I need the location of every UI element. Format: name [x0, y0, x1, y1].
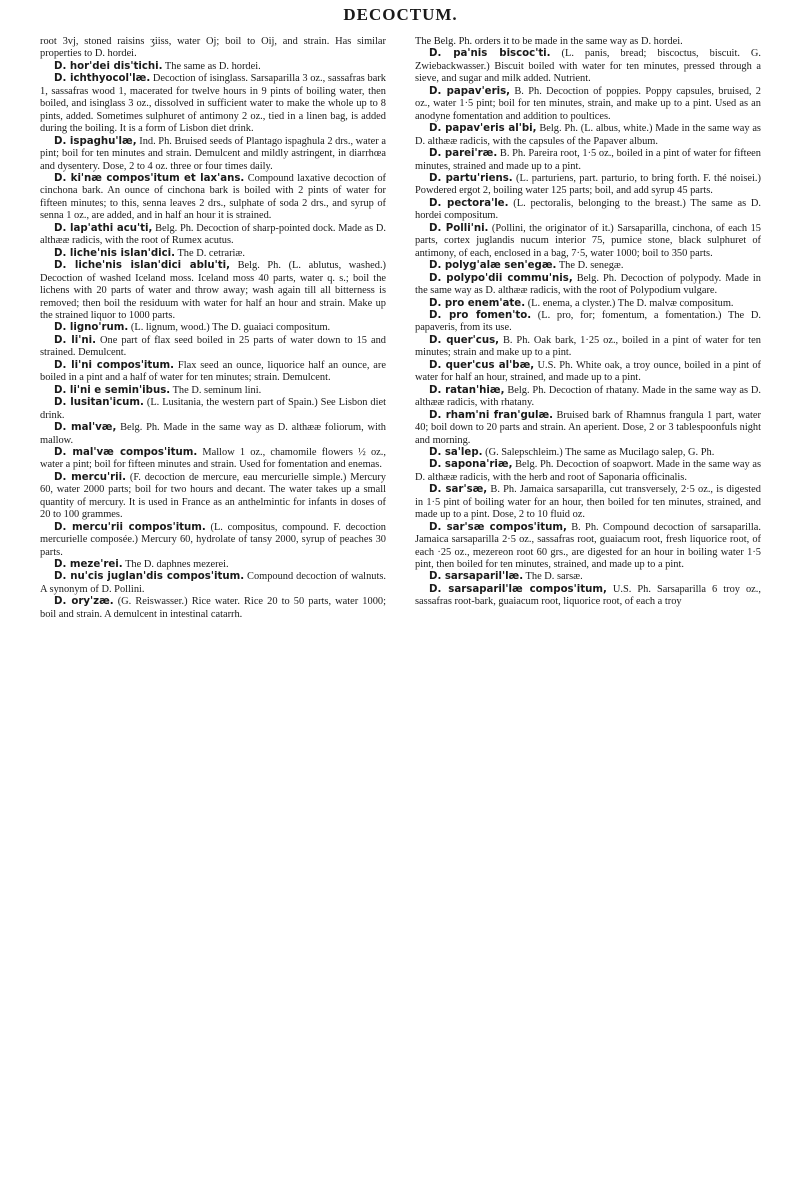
entry-headword: D. pro enem'ate.: [429, 297, 526, 309]
dictionary-entry: [415, 410, 761, 447]
entry-headword: D. ispaghu'læ,: [54, 135, 137, 147]
entry-headword: D. li'ni e semin'ibus.: [54, 384, 171, 396]
entry-text: The D. cetrariæ.: [177, 247, 245, 259]
entry-headword: D. sarsaparil'læ.: [429, 571, 524, 583]
entry-headword: D. li'ni.: [54, 334, 97, 346]
entry-headword: D. pa'nis biscoc'ti.: [429, 48, 551, 60]
entry-text: (L. compositus, compound. F. decoction mercurielle composée.) Mercury 60, hydrolate of tansy 2000, syrup of peaches 30 parts.: [40, 521, 386, 558]
entry-text: The D. daphnes mezerei.: [125, 559, 229, 571]
entry-headword: D. sarsaparil'læ compos'itum,: [429, 583, 607, 595]
dictionary-entry: [415, 148, 761, 173]
entry-text: Belg. Ph. (L. ablutus, washed.) Decoction of washed Iceland moss. Iceland moss 40 parts, water q. s.; boil the lichens with 20 parts of water and throw away; wash again till all bitterness is removed; then boil the residuum with water for half an hour and strain. Make up the strained liquor to 1000 parts.: [40, 260, 387, 321]
entry-headword: D. mal'væ,: [54, 422, 117, 434]
dictionary-entry: [40, 335, 386, 360]
entry-headword: D. ratan'hiæ,: [429, 384, 505, 396]
entry-headword: D. Polli'ni.: [429, 222, 489, 234]
dictionary-entry: [40, 596, 386, 621]
dictionary-entry: [415, 310, 761, 335]
dictionary-entry: [415, 298, 761, 310]
entry-text: root 3vj, stoned raisins ʒiiss, water Oj; boil to Oij, and strain. Has similar properties to D. hordei.: [40, 36, 386, 60]
entry-text: Belg. Ph. Decoction of rhatany. Made in the same way as D. althææ radicis, with rhatany.: [415, 384, 761, 409]
entry-headword: D. hor'dei dis'tichi.: [54, 60, 163, 72]
entry-text: (F. decoction de mercure, eau mercurielle simple.) Mercury 60, water 2000 parts; boil for two hours and decant. The water takes up a small quantity of mercury. It is used in France as an anthelmintic for infants in doses of 20 to 100 grammes.: [40, 471, 386, 521]
entry-text: (L. pro, for; fomentum, a fomentation.) The D. papaveris, from its use.: [415, 309, 761, 334]
entry-text: Bruised bark of Rhamnus frangula 1 part, water 40; boil down to 20 parts and strain. An aperient. Dose, 2 or 3 tablespoonfuls night and morning.: [415, 409, 761, 446]
entry-text: The D. senegæ.: [558, 260, 624, 272]
dictionary-entry: [415, 48, 761, 85]
dictionary-entry: [40, 397, 386, 422]
dictionary-entry: [415, 173, 761, 198]
dictionary-entry: [415, 385, 761, 410]
entry-text: The Belg. Ph. orders it to be made in the same way as D. hordei.: [415, 36, 683, 47]
dictionary-entry: [40, 173, 386, 223]
dictionary-entry: [415, 273, 761, 298]
dictionary-entry: [40, 73, 386, 135]
entry-text: Belg. Ph. Decoction of polypody. Made in the same way as D. althææ radicis, with the root of Polypodium vulgare.: [415, 272, 761, 297]
dictionary-entry: [415, 522, 761, 572]
entry-text: (L. enema, a clyster.) The D. malvæ compositum.: [527, 297, 734, 309]
dictionary-entry: [415, 459, 761, 484]
entry-headword: D. pectora'le.: [429, 197, 509, 209]
dictionary-entry: [40, 61, 386, 73]
entry-text: U.S. Ph. White oak, a troy ounce, boiled in a pint of water for half an hour, strained, and made up to a pint.: [415, 359, 762, 384]
entry-headword: D. ligno'rum.: [54, 322, 129, 334]
entry-text: One part of flax seed boiled in 25 parts of water down to 15 and strained. Demulcent.: [40, 334, 386, 359]
entry-headword: D. mal'væ compos'itum.: [54, 446, 198, 458]
dictionary-entry: [415, 260, 761, 272]
entry-text: U.S. Ph. Sarsaparilla 6 troy oz., sassafras root-bark, guaiacum root, liquorice root, of each a troy: [415, 583, 761, 608]
entry-text: Belg. Ph. Decoction of sharp-pointed dock. Made as D. althææ radicis, with the root of Rumex acutus.: [40, 222, 386, 247]
entry-headword: D. quer'cus al'bæ,: [429, 359, 535, 371]
columns: [40, 36, 761, 621]
entry-headword: D. liche'nis islan'dici ablu'ti,: [54, 260, 230, 272]
entry-headword: D. sar'sæ compos'itum,: [429, 521, 567, 533]
entry-headword: D. partu'riens.: [429, 172, 513, 184]
entry-text: B. Ph. Jamaica sarsaparilla, cut transversely, 2·5 oz., is digested in 1·5 pint of boiling water for an hour, then boiled for ten minutes, strained, and made up to a pint. Dose, 2 to 10 fluid oz.: [415, 484, 761, 521]
entry-headword: D. mercu'rii compos'itum.: [54, 521, 206, 533]
entry-text: Mallow 1 oz., chamomile flowers ½ oz., water a pint; boil for fifteen minutes and strain. Used for fomentation and enemas.: [40, 446, 386, 471]
entry-headword: D. li'ni compos'itum.: [54, 359, 175, 371]
dictionary-entry: [415, 198, 761, 223]
dictionary-entry: [415, 484, 761, 521]
entry-text: B. Ph. Compound decoction of sarsaparilla. Jamaica sarsaparilla 2·5 oz., sassafras root, guaiacum root, fresh liquorice root, of each ·25 oz., mezereon root 60 grs., are digested for an hour in boiling water 1·5 pint, then boiled for ten minutes, strained, and made up to a pint.: [415, 521, 761, 571]
dictionary-entry: [40, 571, 386, 596]
entry-text: Decoction of isinglass. Sarsaparilla 3 oz., sassafras bark 1, sassafras wood 1, macerated for twelve hours in 9 pints of boiling water, then boiled, and isinglass 3 oz., dissolved in sufficient water to make the whole up to 8 pints, added. Sometimes sulphuret of antimony 2 oz., tied in a linen bag, is added during the boiling. It is a form of Lisbon diet drink.: [40, 73, 386, 135]
entry-text: B. Ph. Oak bark, 1·25 oz., boiled in a pint of water for ten minutes; strain and make up to a pint.: [415, 334, 761, 359]
entry-headword: D. mercu'rii.: [54, 471, 126, 483]
dictionary-entry: [40, 260, 386, 322]
entry-headword: D. lusitan'icum.: [54, 397, 144, 409]
entry-headword: D. rham'ni fran'gulæ.: [429, 409, 554, 421]
dictionary-entry: [415, 86, 761, 123]
entry-headword: D. meze'rei.: [54, 559, 123, 571]
entry-headword: D. nu'cis juglan'dis compos'itum.: [54, 571, 245, 583]
entry-headword: D. sapona'riæ,: [429, 459, 513, 471]
dictionary-entry: [415, 360, 761, 385]
entry-headword: D. pro fomen'to.: [429, 309, 532, 321]
dictionary-entry: [40, 422, 386, 447]
dictionary-entry: [415, 223, 761, 260]
entry-headword: D. papav'eris,: [429, 85, 511, 97]
entry-headword: D. sa'lep.: [429, 446, 483, 458]
dictionary-entry: [40, 447, 386, 472]
entry-text: Belg. Ph. (L. albus, white.) Made in the same way as D. althææ radicis, with the capsules of the Papaver album.: [415, 123, 761, 147]
left-column: [40, 36, 386, 621]
entry-text: The D. sarsæ.: [525, 571, 583, 583]
dictionary-entry: [40, 136, 386, 173]
entry-headword: D. parei'ræ.: [429, 148, 498, 160]
dictionary-entry: [40, 472, 386, 522]
entry-text: (L. lignum, wood.) The D. guaiaci compositum.: [130, 322, 331, 334]
entry-continuation: [40, 36, 386, 61]
dictionary-entry: [415, 584, 761, 609]
entry-text: (L. panis, bread; biscoctus, biscuit. G. Zwiebackwasser.) Biscuit boiled with water for ten minutes, pressed through a sieve, and sugar and milk added. Nutrient.: [415, 48, 762, 85]
entry-headword: D. polypo'dii commu'nis,: [429, 272, 573, 284]
dictionary-entry: [40, 360, 386, 385]
dictionary-entry: [40, 322, 386, 334]
entry-headword: D. sar'sæ,: [429, 484, 488, 496]
entry-text: (G. Salepschleim.) The same as Mucilago salep, G. Ph.: [485, 446, 715, 458]
entry-text: (L. pectoralis, belonging to the breast.) The same as D. hordei compositum.: [415, 197, 761, 222]
entry-text: B. Ph. Pareira root, 1·5 oz., boiled in a pint of water for fifteen minutes, strained and made up to a pint.: [415, 148, 761, 172]
entry-text: (L. parturiens, part. parturio, to bring forth. F. thé noisei.) Powdered ergot 2, boiling water 125 parts; boil, and add syrup 45 parts.: [415, 172, 761, 197]
entry-text: Flax seed an ounce, liquorice half an ounce, are boiled in a pint and a half of water for ten minutes; strain. Demulcent.: [40, 359, 386, 384]
entry-text: (G. Reiswasser.) Rice water. Rice 20 to 50 parts, water 1000; boil and strain. A demulcent in intestinal catarrh.: [40, 596, 386, 620]
dictionary-entry: [415, 123, 761, 148]
entry-headword: D. papav'eris al'bi,: [429, 123, 537, 135]
dictionary-entry: [40, 385, 386, 397]
entry-headword: D. liche'nis islan'dici.: [54, 247, 176, 259]
entry-text: (Pollini, the originator of it.) Sarsaparilla, cinchona, of each 15 parts, cortex juglandis nucum interior 75, pumice stone, black sulphuret of antimony, of each, enclosed in a bag, 7·5, water 1000; boil to 350 parts.: [415, 222, 761, 259]
dictionary-entry: [40, 522, 386, 559]
entry-text: Belg. Ph. Decoction of soapwort. Made in the same way as D. althææ radicis, with the herb and root of Saponaria officinalis.: [415, 459, 761, 483]
right-column: [415, 36, 761, 621]
entry-headword: D. polyg'alæ sen'egæ.: [429, 260, 557, 272]
dictionary-entry: [40, 248, 386, 260]
entry-text: The D. seminum lini.: [172, 384, 262, 396]
entry-headword: D. quer'cus,: [429, 334, 500, 346]
entry-continuation: [415, 36, 761, 48]
entry-text: (L. Lusitania, the western part of Spain.) See Lisbon diet drink.: [40, 397, 386, 421]
dictionary-entry: [40, 559, 386, 571]
entry-headword: D. ory'zæ.: [54, 596, 114, 608]
entry-text: B. Ph. Decoction of poppies. Poppy capsules, bruised, 2 oz., water 1·5 pint; boil for ten minutes, strain, and make up to a pint. Used as an anodyne fomentation and addition to poultices.: [415, 85, 761, 122]
entry-text: Belg. Ph. Made in the same way as D. althææ foliorum, with mallow.: [40, 422, 386, 446]
entry-text: Ind. Ph. Bruised seeds of Plantago ispaghula 2 drs., water a pint; boil for ten minutes and strain. Demulcent and mildly astringent, in diarrhœa and dysentery. Dose, 2 to 4 oz. three or four times daily.: [40, 135, 386, 172]
dictionary-entry: [415, 447, 761, 459]
page-header: DECOCTUM.: [343, 5, 458, 24]
entry-text: The same as D. hordei.: [164, 60, 261, 72]
entry-headword: D. ichthyocol'læ.: [54, 73, 151, 85]
dictionary-entry: [40, 223, 386, 248]
dictionary-entry: [415, 335, 761, 360]
entry-text: Compound decoction of walnuts. A synonym of D. Pollini.: [40, 571, 386, 595]
entry-headword: D. lap'athi acu'ti,: [54, 222, 153, 234]
entry-headword: D. ki'næ compos'itum et lax'ans.: [54, 172, 245, 184]
dictionary-entry: [415, 571, 761, 583]
entry-text: Compound laxative decoction of cinchona bark. An ounce of cinchona bark is boiled with 2 pints of water for fifteen minutes; to this, senna leaves 2 drs., sulphate of soda 2 drs., and syrup of senna 1 oz., are added, and in half an hour it is strained.: [40, 172, 386, 222]
